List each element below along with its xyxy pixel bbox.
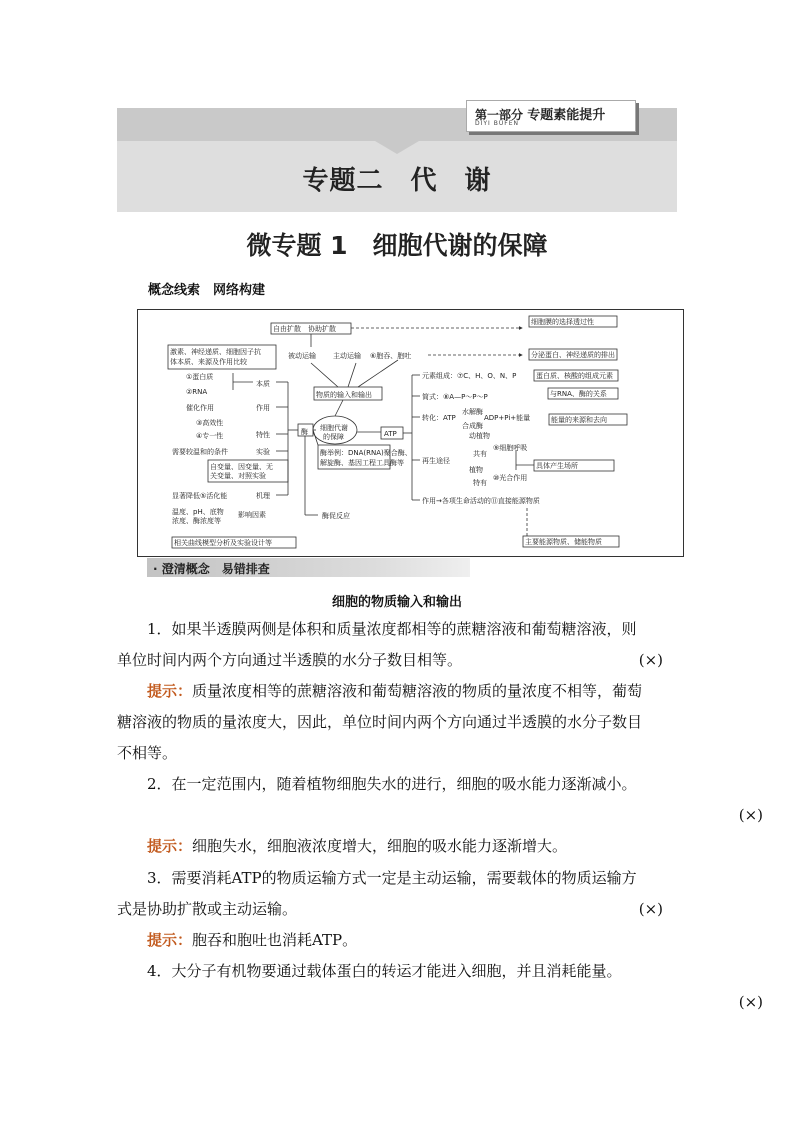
hint-3: 提示：胞吞和胞吐也消耗ATP。 [147,931,358,949]
map-factors-2: 浓度、酶浓度等 [172,517,221,525]
page-title: 微专题 1 细胞代谢的保障 [246,231,548,260]
map-formula: 简式：⑧A—P～P～P [422,393,488,401]
map-exp-note-2: 关变量、对照实验 [210,472,266,480]
answer-4: (×) [738,993,763,1011]
map-efficient: ③高效性 [196,419,224,427]
map-membrane-note: 细胞膜的选择透过性 [531,318,594,326]
map-rna: ②RNA [186,388,208,396]
part-tag [466,100,636,132]
map-conversion: 转化：ATP [422,414,456,422]
map-center-2: 的保障 [323,433,344,441]
part-label: 第一部分 [475,108,524,122]
map-factors-1: 温度、pH、底物 [172,508,224,516]
map-mechanism: 机理 [256,492,270,500]
question-1: 1．如果半透膜两侧是体积和质量浓度都相等的蔗糖溶液和葡萄糖溶液，则 单位时间内两个方向通过半透膜的水分子数目相等。 (×) [117,614,677,676]
map-catalysis: 催化作用 [186,404,214,412]
map-factors-label: 影响因素 [238,511,266,519]
hint-label: 提示： [147,682,193,700]
map-exp: 实验 [256,448,270,456]
topic-title: 专题二 代 谢 [302,166,492,196]
map-passive-label: 被动运输 [288,352,316,360]
map-plant: 植物 [469,466,483,474]
map-center-1: 细胞代谢 [320,424,348,432]
map-energy-sub-note: 主要能源物质、储能物质 [525,538,602,546]
question-2: 2．在一定范围内，随着植物细胞失水的进行，细胞的吸水能力逐渐减小。 [147,775,637,793]
map-vesicle-note: 分泌蛋白、神经递质的排出 [531,351,615,359]
map-energy-note: 能量的来源和去向 [551,416,607,424]
section-label: · 澄清概念 易错排查 [153,562,270,576]
map-protein: ①蛋白质 [186,373,214,381]
part-sub-label: DIYI BUFEN [475,120,519,127]
sub-heading: 细胞的物质输入和输出 [331,595,462,610]
question-4: 4．大分子有机物要通过载体蛋白的转运才能进入细胞，并且消耗能量。 [147,962,622,980]
map-activation: 显著降低⑤活化能 [172,492,228,500]
answer-1: (×) [638,651,663,669]
map-enzyme-example-1: 酶举例：DNA(RNA)聚合酶、 [320,449,412,457]
map-transport-root: 物质的输入和输出 [316,391,372,399]
map-passive-2: 协助扩散 [308,325,336,333]
map-essence: 本质 [256,380,270,388]
map-function: 作用 [256,404,270,412]
map-left-note-2: 体本质、来源及作用比较 [170,358,247,366]
map-elements: 元素组成：⑦C、H、O、N、P [422,372,517,380]
banner-notch [375,141,419,154]
section-bar [147,558,470,577]
map-specific: ④专一性 [196,432,224,440]
map-synthase: 合成酶 [462,422,483,430]
concept-label: 概念线索 网络构建 [148,283,266,298]
map-common: 共有 [473,450,487,458]
map-hydrolysis: 水解酶 [462,408,483,416]
part-label-bold: 专题素能提升 [527,108,606,123]
map-enzyme-example-2: 解旋酶、基因工程工具酶等 [320,459,404,467]
map-model-note: 相关曲线模型分析及实验设计等 [174,539,272,547]
map-action: 作用→各项生命活动的⑪直接能源物质 [422,497,540,505]
map-passive: 自由扩散 [273,325,301,333]
map-vesicle: ⑥胞吞、胞吐 [370,352,412,360]
map-atp: ATP [384,430,397,438]
map-active-label: 主动运输 [333,352,361,360]
hint-label: 提示： [147,837,193,855]
map-site-note: 具体产生场所 [536,462,578,470]
map-conv-right: ADP+Pi+能量 [484,414,531,422]
map-elements-note: 蛋白质、核酸的组成元素 [536,372,613,380]
map-exp-note-1: 自变量、因变量、无 [210,463,273,471]
map-animal: 动植物 [469,432,490,440]
hint-1: 提示：质量浓度相等的蔗糖溶液和葡萄糖溶液的物质的量浓度不相等，葡萄 糖溶液的物质的量浓度大，因此，单位时间内两个方向通过半透膜的水分子数目 不相等。 [117,682,643,762]
map-photo: ⑩光合作用 [493,474,528,482]
answer-3: (×) [638,900,663,918]
hint-2: 提示：细胞失水，细胞液浓度增大，细胞的吸水能力逐渐增大。 [147,837,568,855]
map-resp: ⑨细胞呼吸 [493,444,528,452]
map-formula-note: 与RNA、酶的关系 [550,390,607,398]
question-3: 3．需要消耗ATP的物质运输方式一定是主动运输，需要载体的物质运输方 式是协助扩散或主动运输。 (×) [117,863,677,925]
map-mild: 需要较温和的条件 [172,448,228,456]
hint-label: 提示： [147,931,193,949]
concept-map [137,309,684,557]
map-left-note-1: 激素、神经递质、细胞因子抗 [170,348,261,356]
map-enzyme: 酶 [301,428,308,436]
map-regen: 再生途径 [422,457,450,465]
map-feature: 特性 [256,431,270,439]
map-enzyme-rxn: 酶促反应 [322,512,350,520]
answer-2: (×) [738,806,763,824]
map-unique: 特有 [473,479,487,487]
